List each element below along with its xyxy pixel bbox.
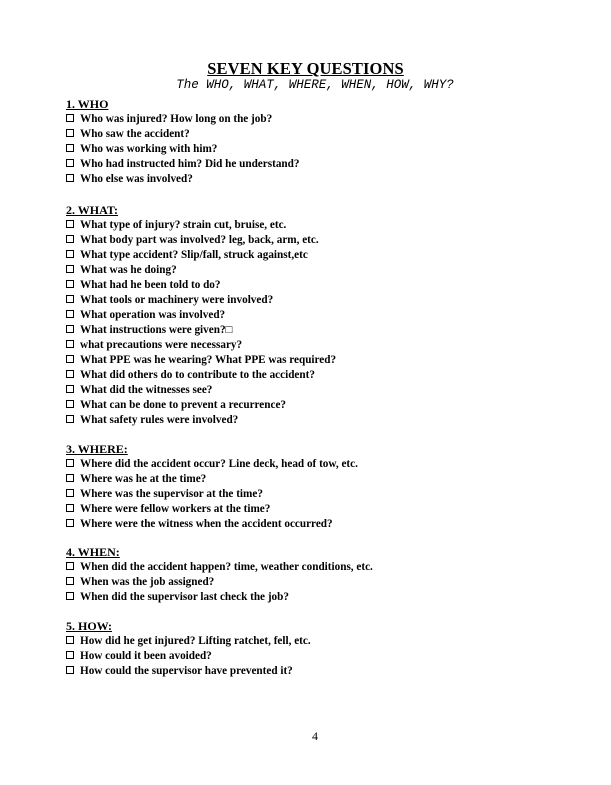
checkbox-icon [66, 636, 74, 644]
list-item [66, 218, 336, 233]
checkbox-icon [66, 159, 74, 167]
section-heading: 4. WHEN: [66, 545, 120, 559]
list-item [66, 112, 299, 127]
list-item [66, 308, 336, 323]
checkbox-icon [66, 235, 74, 243]
section-who [66, 97, 299, 187]
list-item-text: Who saw the accident? [80, 128, 190, 140]
list-item-text: What safety rules were involved? [80, 414, 239, 426]
section-heading: 3. WHERE: [66, 442, 128, 456]
list-item-text: What operation was involved? [80, 309, 226, 321]
list-item [66, 649, 311, 664]
checkbox-icon [66, 144, 74, 152]
checkbox-icon [66, 592, 74, 600]
list-item-text: What did others do to contribute to the accident? [80, 369, 315, 381]
list-item-text: What can be done to prevent a recurrence? [80, 399, 287, 411]
list-item [66, 560, 373, 575]
section-where [66, 442, 358, 532]
list-item-text: Where was the supervisor at the time? [80, 488, 263, 500]
checkbox-icon [66, 174, 74, 182]
section-heading: 5. HOW: [66, 619, 113, 633]
list-item-text: Who else was involved? [80, 173, 193, 185]
list-item [66, 517, 358, 532]
list-item [66, 233, 336, 248]
checklist [66, 560, 373, 605]
list-item-text: Where were fellow workers at the time? [80, 503, 271, 515]
page-number: 4 [312, 729, 318, 743]
checkbox-icon [66, 280, 74, 288]
section-heading: 1. WHO [66, 97, 109, 111]
list-item [66, 487, 358, 502]
checkbox-icon [66, 577, 74, 585]
checklist [66, 634, 311, 679]
list-item [66, 413, 336, 428]
list-item [66, 398, 336, 413]
checklist [66, 218, 336, 428]
section-heading: 2. WHAT: [66, 203, 119, 217]
list-item [66, 263, 336, 278]
checkbox-icon [66, 340, 74, 348]
checkbox-icon [66, 562, 74, 570]
checkbox-icon [66, 474, 74, 482]
list-item-text: Where was he at the time? [80, 473, 207, 485]
list-item-text: When was the job assigned? [80, 576, 215, 588]
checkbox-icon [66, 250, 74, 258]
section-how [66, 619, 311, 679]
list-item-text: What body part was involved? leg, back, arm, etc. [80, 234, 319, 246]
checkbox-icon [66, 666, 74, 674]
list-item-text: What did the witnesses see? [80, 384, 213, 396]
list-item [66, 172, 299, 187]
checkbox-icon [66, 129, 74, 137]
list-item-text: What instructions were given?□ [80, 324, 233, 336]
list-item [66, 127, 299, 142]
list-item [66, 338, 336, 353]
checkbox-icon [66, 355, 74, 363]
checkbox-icon [66, 385, 74, 393]
list-item-text: How could the supervisor have prevented it? [80, 665, 293, 677]
list-item [66, 575, 373, 590]
checkbox-icon [66, 295, 74, 303]
list-item [66, 353, 336, 368]
list-item-text: Who was injured? How long on the job? [80, 113, 273, 125]
list-item-text: How did he get injured? Lifting ratchet, fell, etc. [80, 635, 311, 647]
list-item [66, 368, 336, 383]
list-item [66, 590, 373, 605]
checkbox-icon [66, 459, 74, 467]
checkbox-icon [66, 325, 74, 333]
list-item [66, 664, 311, 679]
checkbox-icon [66, 415, 74, 423]
list-item-text: Who was working with him? [80, 143, 218, 155]
list-item-text: Where did the accident occur? Line deck, head of tow, etc. [80, 458, 358, 470]
checkbox-icon [66, 651, 74, 659]
list-item [66, 323, 336, 338]
list-item-text: When did the supervisor last check the job? [80, 591, 289, 603]
document-title: SEVEN KEY QUESTIONS [207, 59, 404, 78]
list-item [66, 472, 358, 487]
checkbox-icon [66, 310, 74, 318]
checkbox-icon [66, 265, 74, 273]
list-item [66, 502, 358, 517]
checklist [66, 457, 358, 532]
list-item-text: What had he been told to do? [80, 279, 221, 291]
list-item [66, 293, 336, 308]
checkbox-icon [66, 370, 74, 378]
list-item [66, 278, 336, 293]
list-item-text: Where were the witness when the accident occurred? [80, 518, 333, 530]
list-item [66, 142, 299, 157]
checkbox-icon [66, 504, 74, 512]
checkbox-icon [66, 400, 74, 408]
section-when [66, 545, 373, 605]
list-item-text: What tools or machinery were involved? [80, 294, 274, 306]
list-item-text: When did the accident happen? time, weather conditions, etc. [80, 561, 373, 573]
list-item [66, 383, 336, 398]
list-item-text: What type accident? Slip/fall, struck against,etc [80, 249, 308, 261]
list-item [66, 157, 299, 172]
checkbox-icon [66, 489, 74, 497]
list-item-text: What PPE was he wearing? What PPE was required? [80, 354, 337, 366]
list-item [66, 457, 358, 472]
list-item-text: What was he doing? [80, 264, 177, 276]
list-item-text: what precautions were necessary? [80, 339, 243, 351]
checkbox-icon [66, 220, 74, 228]
checklist [66, 112, 299, 187]
list-item-text: How could it been avoided? [80, 650, 212, 662]
list-item [66, 634, 311, 649]
list-item-text: Who had instructed him? Did he understand? [80, 158, 300, 170]
checkbox-icon [66, 114, 74, 122]
list-item-text: What type of injury? strain cut, bruise, etc. [80, 219, 287, 231]
checkbox-icon [66, 519, 74, 527]
section-what [66, 203, 336, 428]
document-subtitle: The WHO, WHAT, WHERE, WHEN, HOW, WHY? [176, 78, 454, 92]
list-item [66, 248, 336, 263]
